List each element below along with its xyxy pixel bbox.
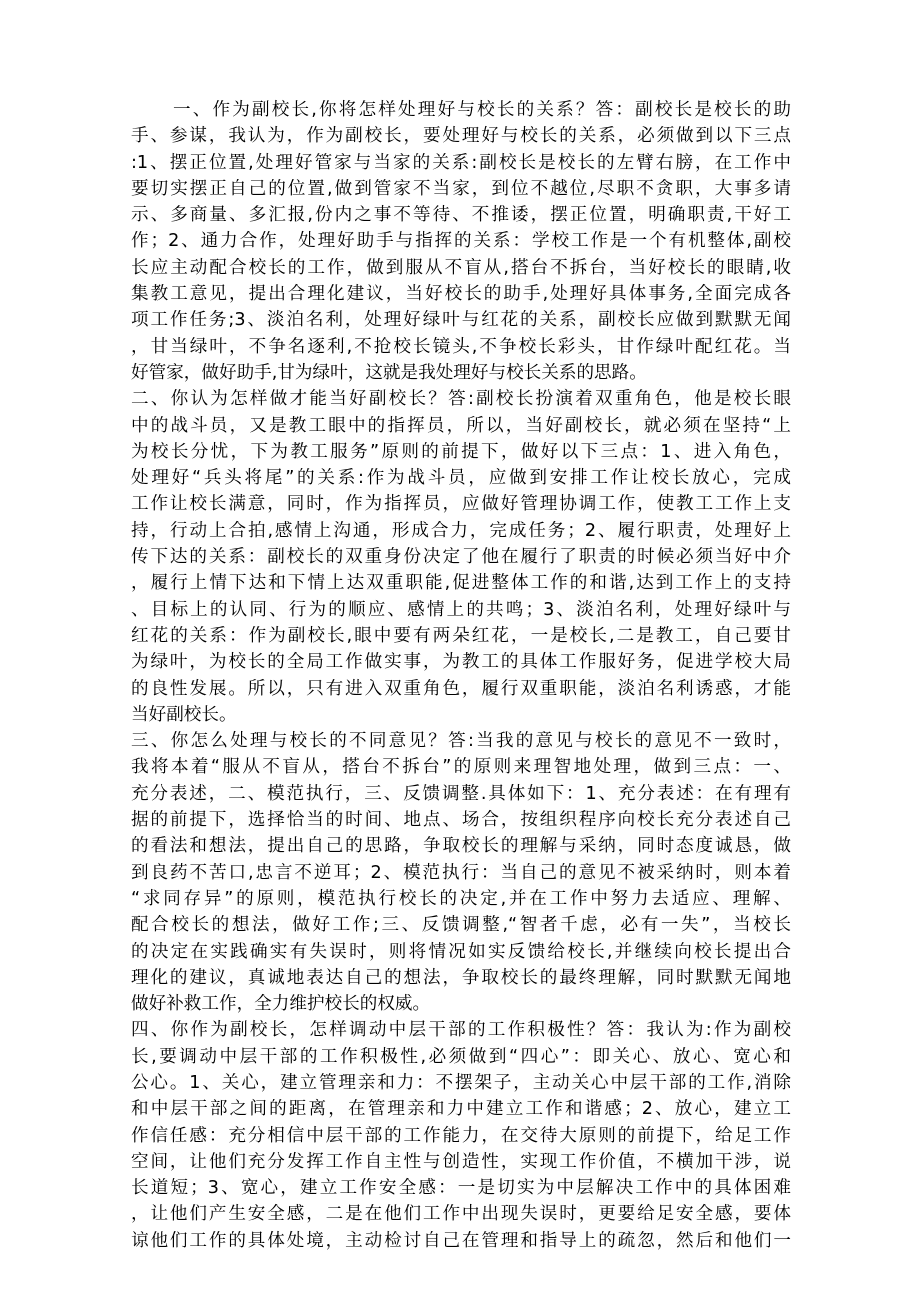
text-line: :1、摆正位置,处理好管家与当家的关系:副校长是校长的左臂右膀，在工作中 — [131, 152, 791, 173]
text-line: 的决定在实践确实有失误时，则将情况如实反馈给校长,并继续向校长提出合 — [131, 941, 791, 962]
text-line: 的看法和想法，提出自己的思路，争取校长的理解与采纳，同时态度诚恳，做 — [131, 836, 791, 857]
text-line: 配合校长的想法，做好工作;三、反馈调整,“智者千虑，必有一失”，当校长 — [131, 915, 791, 936]
text-line: 长应主动配合校长的工作，做到服从不盲从,搭台不拆台，当好校长的眼睛,收 — [131, 257, 791, 278]
text-line: 为绿叶，为校长的全局工作做实事，为教工的具体工作服好务，促进学校大局 — [131, 652, 791, 673]
text-line: 谅他们工作的具体处境，主动检讨自己在管理和指导上的疏忽，然后和他们一 — [131, 1230, 791, 1251]
text-line: 持，行动上合拍,感情上沟通，形成合力，完成任务；2、履行职责，处理好上 — [131, 520, 791, 541]
text-line: 手、参谋，我认为，作为副校长，要处理好与校长的关系，必须做到以下三点 — [131, 126, 791, 147]
text-line: 三、你怎么处理与校长的不同意见？答:当我的意见与校长的意见不一致时， — [131, 731, 791, 752]
text-line: 要切实摆正自己的位置,做到管家不当家，到位不越位,尽职不贪职，大事多请 — [131, 178, 791, 199]
text-line: “求同存异”的原则，模范执行校长的决定,并在工作中努力去适应、理解、 — [131, 888, 791, 909]
text-line: 作信任感：充分相信中层干部的工作能力，在交待大原则的前提下，给足工作 — [131, 1125, 791, 1146]
text-line: ，履行上情下达和下情上达双重职能,促进整体工作的和谐,达到工作上的支持 — [131, 573, 791, 594]
text-line: 项工作任务;3、淡泊名利，处理好绿叶与红花的关系，副校长应做到默默无闻 — [131, 310, 791, 331]
text-line: 作；2、通力合作，处理好助手与指挥的关系：学校工作是一个有机整体,副校 — [131, 231, 791, 252]
text-line: 红花的关系：作为副校长,眼中要有两朵红花，一是校长,二是教工，自己要甘 — [131, 625, 791, 646]
text-line: 处理好“兵头将尾”的关系:作为战斗员，应做到安排工作让校长放心，完成 — [131, 468, 791, 489]
text-line: ，让他们产生安全感，二是在他们工作中出现失误时，更要给足安全感，要体 — [131, 1204, 791, 1225]
text-line: 的良性发展。所以，只有进入双重角色，履行双重职能，淡泊名利诱惑，才能 — [131, 678, 791, 699]
text-line: 二、你认为怎样做才能当好副校长？答:副校长扮演着双重角色，他是校长眼 — [131, 389, 791, 410]
text-line: 当好副校长。 — [131, 704, 237, 725]
document-body — [131, 97, 791, 1254]
text-line: 做好补救工作，全力维护校长的权威。 — [131, 994, 431, 1015]
text-line: 理化的建议，真诚地表达自己的想法，争取校长的最终理解，同时默默无闻地 — [131, 967, 791, 988]
text-line: 公心。1、关心，建立管理亲和力：不摆架子，主动关心中层干部的工作,消除 — [131, 1072, 791, 1093]
text-line: 长,要调动中层干部的工作积极性,必须做到“四心”：即关心、放心、宽心和 — [131, 1046, 791, 1067]
text-line: 示、多商量、多汇报,份内之事不等待、不推诿，摆正位置，明确职责,干好工 — [131, 205, 791, 226]
text-line: 长道短；3、宽心，建立工作安全感：一是切实为中层解决工作中的具体困难 — [131, 1178, 791, 1199]
text-line: 我将本着“服从不盲从，搭台不拆台”的原则来理智地处理，做到三点：一、 — [131, 757, 791, 778]
text-line: 、目标上的认同、行为的顺应、感情上的共鸣；3、淡泊名利，处理好绿叶与 — [131, 599, 791, 620]
text-line: ，甘当绿叶，不争名逐利,不抢校长镜头,不争校长彩头，甘作绿叶配红花。当 — [131, 336, 791, 357]
text-line: 充分表述，二、模范执行，三、反馈调整.具体如下：1、充分表述：在有理有 — [131, 783, 791, 804]
text-line: 中的战斗员，又是教工眼中的指挥员，所以，当好副校长，就必须在坚持“上 — [131, 415, 791, 436]
text-line: 工作让校长满意，同时，作为指挥员，应做好管理协调工作，使教工工作上支 — [131, 494, 791, 515]
text-line: 一、作为副校长,你将怎样处理好与校长的关系？答：副校长是校长的助 — [173, 100, 791, 120]
text-line: 据的前提下，选择恰当的时间、地点、场合，按组织程序向校长充分表述自己 — [131, 810, 791, 831]
text-line: 好管家，做好助手,甘为绿叶，这就是我处理好与校长关系的思路。 — [131, 362, 647, 383]
text-line: 为校长分忧，下为教工服务”原则的前提下，做好以下三点：1、进入角色， — [131, 441, 791, 462]
text-line: 传下达的关系：副校长的双重身份决定了他在履行了职责的时候必须当好中介 — [131, 547, 791, 568]
text-line: 到良药不苦口,忠言不逆耳；2、模范执行：当自己的意见不被采纳时，则本着 — [131, 862, 791, 883]
text-line: 四、你作为副校长，怎样调动中层干部的工作积极性？答：我认为:作为副校 — [131, 1020, 791, 1041]
text-line: 集教工意见，提出合理化建议，当好校长的助手,处理好具体事务,全面完成各 — [131, 284, 791, 305]
text-line: 和中层干部之间的距离，在管理亲和力中建立工作和谐感；2、放心，建立工 — [131, 1099, 791, 1120]
text-line: 空间，让他们充分发挥工作自主性与创造性，实现工作价值，不横加干涉，说 — [131, 1151, 791, 1172]
